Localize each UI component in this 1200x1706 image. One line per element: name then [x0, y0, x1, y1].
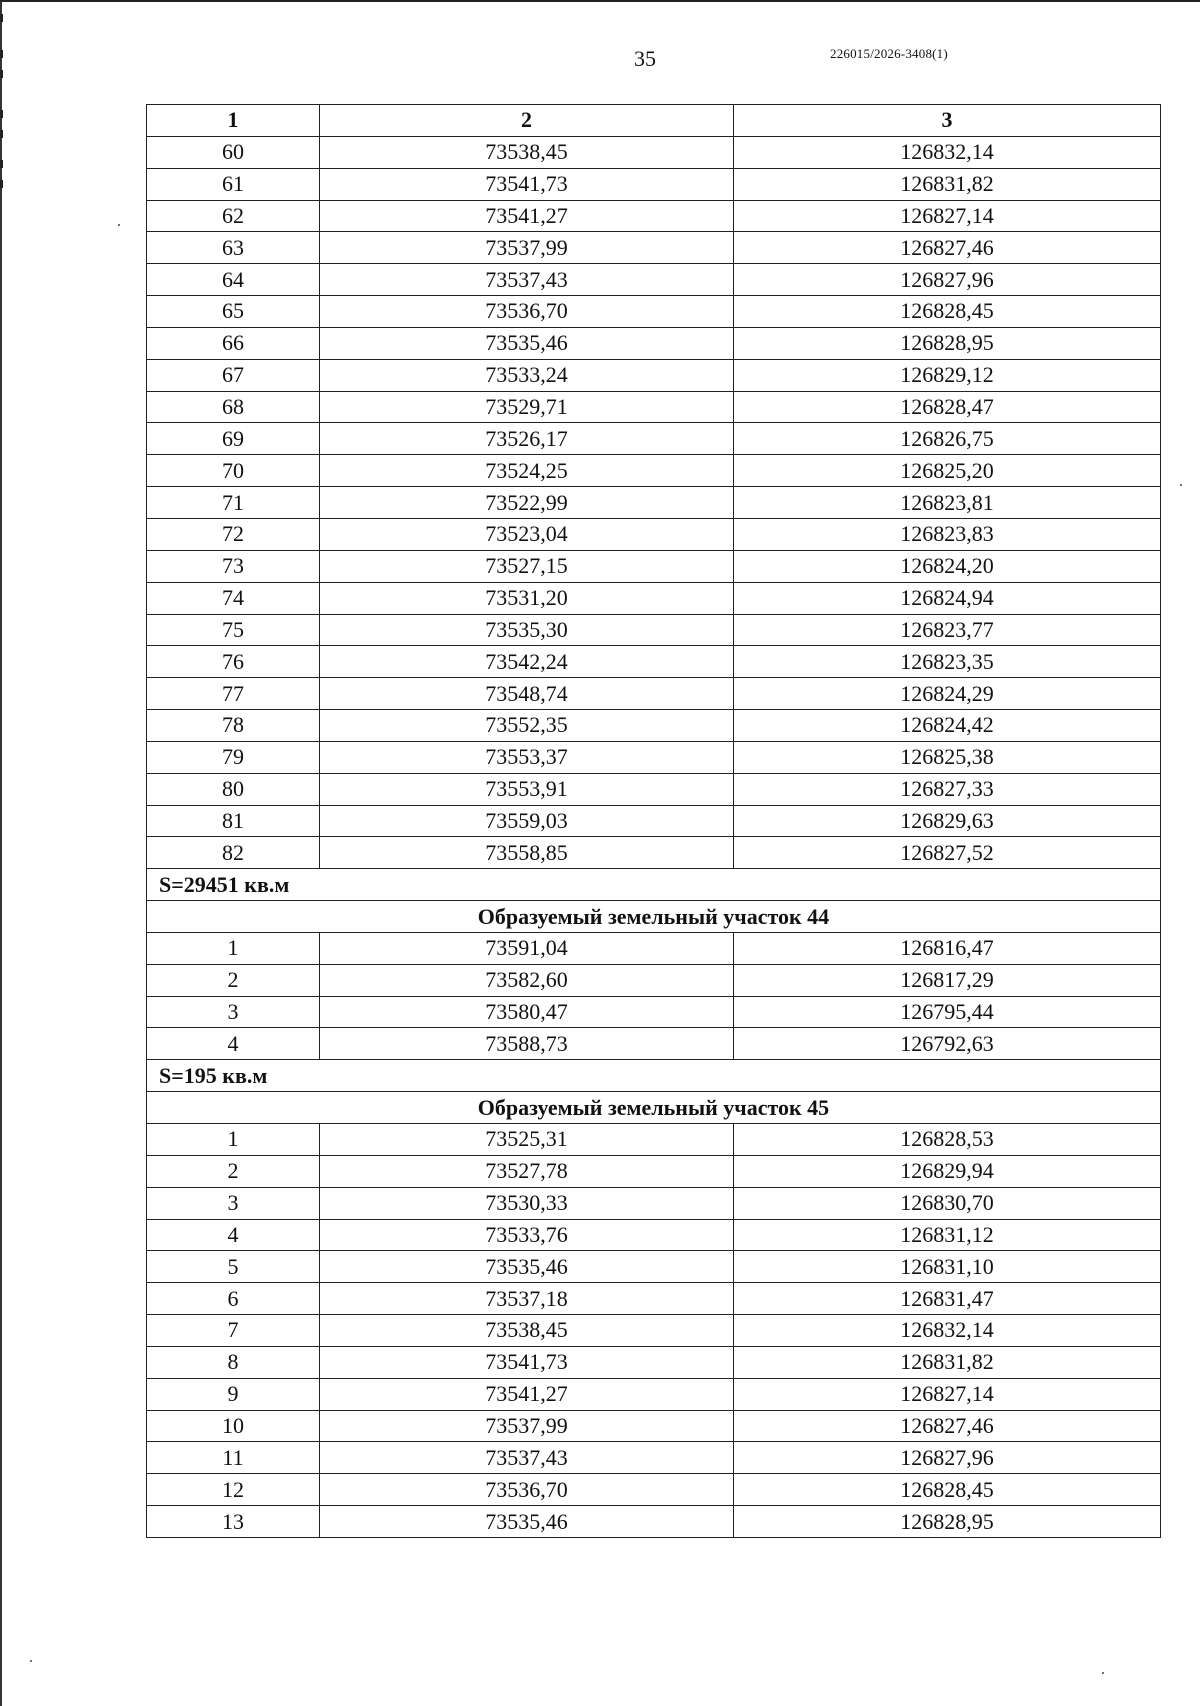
coordinate-y-cell: 126817,29	[734, 964, 1161, 996]
table-row	[147, 1283, 1161, 1315]
coordinate-y-cell: 126827,14	[734, 200, 1161, 232]
section-title: Образуемый земельный участок 45	[147, 1092, 1161, 1124]
table-row	[147, 582, 1161, 614]
table-row	[147, 296, 1161, 328]
coordinate-x-cell: 73537,43	[320, 1442, 734, 1474]
coordinate-x-cell: 73541,73	[320, 168, 734, 200]
coordinate-y-cell: 126827,46	[734, 1410, 1161, 1442]
coordinate-y-cell: 126816,47	[734, 932, 1161, 964]
coordinate-y-cell: 126827,33	[734, 773, 1161, 805]
coordinate-x-cell: 73538,45	[320, 1315, 734, 1347]
coordinate-y-cell: 126828,95	[734, 1506, 1161, 1538]
coordinates-table-body	[147, 105, 1161, 1538]
coordinate-x-cell: 73536,70	[320, 296, 734, 328]
coordinate-x-cell: 73525,31	[320, 1124, 734, 1156]
point-number-cell: 79	[147, 741, 320, 773]
coordinate-y-cell: 126827,52	[734, 837, 1161, 869]
coordinate-y-cell: 126827,14	[734, 1378, 1161, 1410]
coordinate-x-cell: 73524,25	[320, 455, 734, 487]
coordinate-y-cell: 126832,14	[734, 136, 1161, 168]
table-row	[147, 964, 1161, 996]
point-number-cell: 7	[147, 1315, 320, 1347]
coordinate-y-cell: 126824,42	[734, 710, 1161, 742]
coordinate-x-cell: 73537,99	[320, 1410, 734, 1442]
table-row	[147, 710, 1161, 742]
point-number-cell: 6	[147, 1283, 320, 1315]
coordinates-table	[146, 104, 1161, 1538]
table-row	[147, 932, 1161, 964]
coordinate-y-cell: 126828,45	[734, 296, 1161, 328]
coordinate-x-cell: 73553,37	[320, 741, 734, 773]
point-number-cell: 73	[147, 550, 320, 582]
section-title-row	[147, 1092, 1161, 1124]
coordinate-x-cell: 73580,47	[320, 996, 734, 1028]
point-number-cell: 9	[147, 1378, 320, 1410]
area-value: S=195 кв.м	[147, 1060, 1161, 1092]
coordinate-x-cell: 73535,46	[320, 1506, 734, 1538]
point-number-cell: 67	[147, 359, 320, 391]
coordinate-y-cell: 126829,94	[734, 1155, 1161, 1187]
point-number-cell: 4	[147, 1028, 320, 1060]
coordinate-y-cell: 126831,47	[734, 1283, 1161, 1315]
point-number-cell: 1	[147, 932, 320, 964]
table-row	[147, 1506, 1161, 1538]
coordinate-x-cell: 73522,99	[320, 487, 734, 519]
document-id: 226015/2026-3408(1)	[830, 46, 948, 61]
coordinate-x-cell: 73541,27	[320, 1378, 734, 1410]
coordinate-y-cell: 126827,96	[734, 264, 1161, 296]
scan-speck	[118, 224, 120, 226]
table-row	[147, 359, 1161, 391]
point-number-cell: 11	[147, 1442, 320, 1474]
coordinate-y-cell: 126832,14	[734, 1315, 1161, 1347]
point-number-cell: 13	[147, 1506, 320, 1538]
point-number-cell: 81	[147, 805, 320, 837]
scan-speck	[1102, 1672, 1104, 1674]
table-row	[147, 1442, 1161, 1474]
table-row	[147, 1028, 1161, 1060]
table-row	[147, 423, 1161, 455]
coordinate-y-cell: 126826,75	[734, 423, 1161, 455]
point-number-cell: 63	[147, 232, 320, 264]
point-number-cell: 71	[147, 487, 320, 519]
coordinate-x-cell: 73536,70	[320, 1474, 734, 1506]
table-row	[147, 136, 1161, 168]
table-row	[147, 1410, 1161, 1442]
coordinate-y-cell: 126795,44	[734, 996, 1161, 1028]
coordinate-y-cell: 126824,29	[734, 678, 1161, 710]
point-number-cell: 76	[147, 646, 320, 678]
coordinate-y-cell: 126831,10	[734, 1251, 1161, 1283]
coordinate-y-cell: 126823,83	[734, 518, 1161, 550]
coordinate-x-cell: 73541,73	[320, 1346, 734, 1378]
point-number-cell: 12	[147, 1474, 320, 1506]
coordinate-x-cell: 73582,60	[320, 964, 734, 996]
coordinate-x-cell: 73533,76	[320, 1219, 734, 1251]
scan-speck	[1180, 484, 1182, 486]
coordinate-y-cell: 126825,20	[734, 455, 1161, 487]
coordinate-x-cell: 73541,27	[320, 200, 734, 232]
point-number-cell: 66	[147, 327, 320, 359]
coordinate-y-cell: 126831,82	[734, 168, 1161, 200]
table-row	[147, 391, 1161, 423]
area-row	[147, 1060, 1161, 1092]
coordinate-x-cell: 73588,73	[320, 1028, 734, 1060]
table-row	[147, 1346, 1161, 1378]
point-number-cell: 3	[147, 996, 320, 1028]
table-row	[147, 1251, 1161, 1283]
column-header-y: 3	[734, 105, 1161, 137]
coordinate-y-cell: 126828,53	[734, 1124, 1161, 1156]
point-number-cell: 77	[147, 678, 320, 710]
table-row	[147, 327, 1161, 359]
coordinate-x-cell: 73552,35	[320, 710, 734, 742]
coordinate-y-cell: 126827,46	[734, 232, 1161, 264]
area-value: S=29451 кв.м	[147, 869, 1161, 901]
table-row	[147, 1315, 1161, 1347]
scan-speck	[30, 1660, 32, 1662]
point-number-cell: 2	[147, 1155, 320, 1187]
point-number-cell: 74	[147, 582, 320, 614]
page-number: 35	[634, 46, 656, 71]
coordinate-y-cell: 126828,45	[734, 1474, 1161, 1506]
table-row	[147, 518, 1161, 550]
point-number-cell: 72	[147, 518, 320, 550]
coordinate-x-cell: 73533,24	[320, 359, 734, 391]
coordinate-x-cell: 73548,74	[320, 678, 734, 710]
coordinate-x-cell: 73535,46	[320, 327, 734, 359]
coordinate-y-cell: 126828,47	[734, 391, 1161, 423]
point-number-cell: 2	[147, 964, 320, 996]
point-number-cell: 80	[147, 773, 320, 805]
coordinate-x-cell: 73553,91	[320, 773, 734, 805]
table-row	[147, 168, 1161, 200]
binding-marks	[0, 0, 4, 200]
table-row	[147, 646, 1161, 678]
coordinate-y-cell: 126829,12	[734, 359, 1161, 391]
coordinate-y-cell: 126792,63	[734, 1028, 1161, 1060]
table-row	[147, 996, 1161, 1028]
table-row	[147, 678, 1161, 710]
table-row	[147, 837, 1161, 869]
coordinate-x-cell: 73535,30	[320, 614, 734, 646]
coordinate-y-cell: 126830,70	[734, 1187, 1161, 1219]
point-number-cell: 1	[147, 1124, 320, 1156]
coordinate-x-cell: 73535,46	[320, 1251, 734, 1283]
coordinate-y-cell: 126824,20	[734, 550, 1161, 582]
point-number-cell: 4	[147, 1219, 320, 1251]
point-number-cell: 82	[147, 837, 320, 869]
table-row	[147, 487, 1161, 519]
coordinate-x-cell: 73527,78	[320, 1155, 734, 1187]
coordinate-x-cell: 73529,71	[320, 391, 734, 423]
coordinate-y-cell: 126831,12	[734, 1219, 1161, 1251]
table-row	[147, 1219, 1161, 1251]
point-number-cell: 68	[147, 391, 320, 423]
coordinate-x-cell: 73537,43	[320, 264, 734, 296]
coordinate-x-cell: 73542,24	[320, 646, 734, 678]
point-number-cell: 3	[147, 1187, 320, 1219]
coordinate-y-cell: 126823,77	[734, 614, 1161, 646]
table-row	[147, 741, 1161, 773]
table-row	[147, 550, 1161, 582]
coordinate-y-cell: 126823,35	[734, 646, 1161, 678]
point-number-cell: 61	[147, 168, 320, 200]
table-row	[147, 200, 1161, 232]
section-title-row	[147, 901, 1161, 933]
table-row	[147, 1474, 1161, 1506]
coordinate-y-cell: 126824,94	[734, 582, 1161, 614]
point-number-cell: 60	[147, 136, 320, 168]
table-row	[147, 1187, 1161, 1219]
point-number-cell: 8	[147, 1346, 320, 1378]
coordinate-x-cell: 73558,85	[320, 837, 734, 869]
table-row	[147, 614, 1161, 646]
coordinate-x-cell: 73526,17	[320, 423, 734, 455]
coordinate-y-cell: 126823,81	[734, 487, 1161, 519]
point-number-cell: 62	[147, 200, 320, 232]
coordinate-y-cell: 126831,82	[734, 1346, 1161, 1378]
coordinate-x-cell: 73591,04	[320, 932, 734, 964]
coordinate-x-cell: 73559,03	[320, 805, 734, 837]
section-title: Образуемый земельный участок 44	[147, 901, 1161, 933]
coordinate-y-cell: 126829,63	[734, 805, 1161, 837]
point-number-cell: 69	[147, 423, 320, 455]
area-row	[147, 869, 1161, 901]
coordinate-x-cell: 73523,04	[320, 518, 734, 550]
point-number-cell: 65	[147, 296, 320, 328]
point-number-cell: 75	[147, 614, 320, 646]
coordinate-y-cell: 126825,38	[734, 741, 1161, 773]
column-header-point: 1	[147, 105, 320, 137]
table-row	[147, 264, 1161, 296]
table-row	[147, 805, 1161, 837]
table-row	[147, 1155, 1161, 1187]
coordinate-x-cell: 73530,33	[320, 1187, 734, 1219]
table-row	[147, 232, 1161, 264]
coordinate-y-cell: 126827,96	[734, 1442, 1161, 1474]
coordinate-x-cell: 73537,18	[320, 1283, 734, 1315]
coordinate-x-cell: 73527,15	[320, 550, 734, 582]
coordinate-y-cell: 126828,95	[734, 327, 1161, 359]
table-row	[147, 1378, 1161, 1410]
coordinate-x-cell: 73538,45	[320, 136, 734, 168]
point-number-cell: 5	[147, 1251, 320, 1283]
point-number-cell: 78	[147, 710, 320, 742]
table-row	[147, 455, 1161, 487]
table-row	[147, 773, 1161, 805]
column-header-x: 2	[320, 105, 734, 137]
point-number-cell: 64	[147, 264, 320, 296]
table-row	[147, 1124, 1161, 1156]
point-number-cell: 70	[147, 455, 320, 487]
coordinate-x-cell: 73537,99	[320, 232, 734, 264]
point-number-cell: 10	[147, 1410, 320, 1442]
coordinate-x-cell: 73531,20	[320, 582, 734, 614]
table-header-row	[147, 105, 1161, 137]
